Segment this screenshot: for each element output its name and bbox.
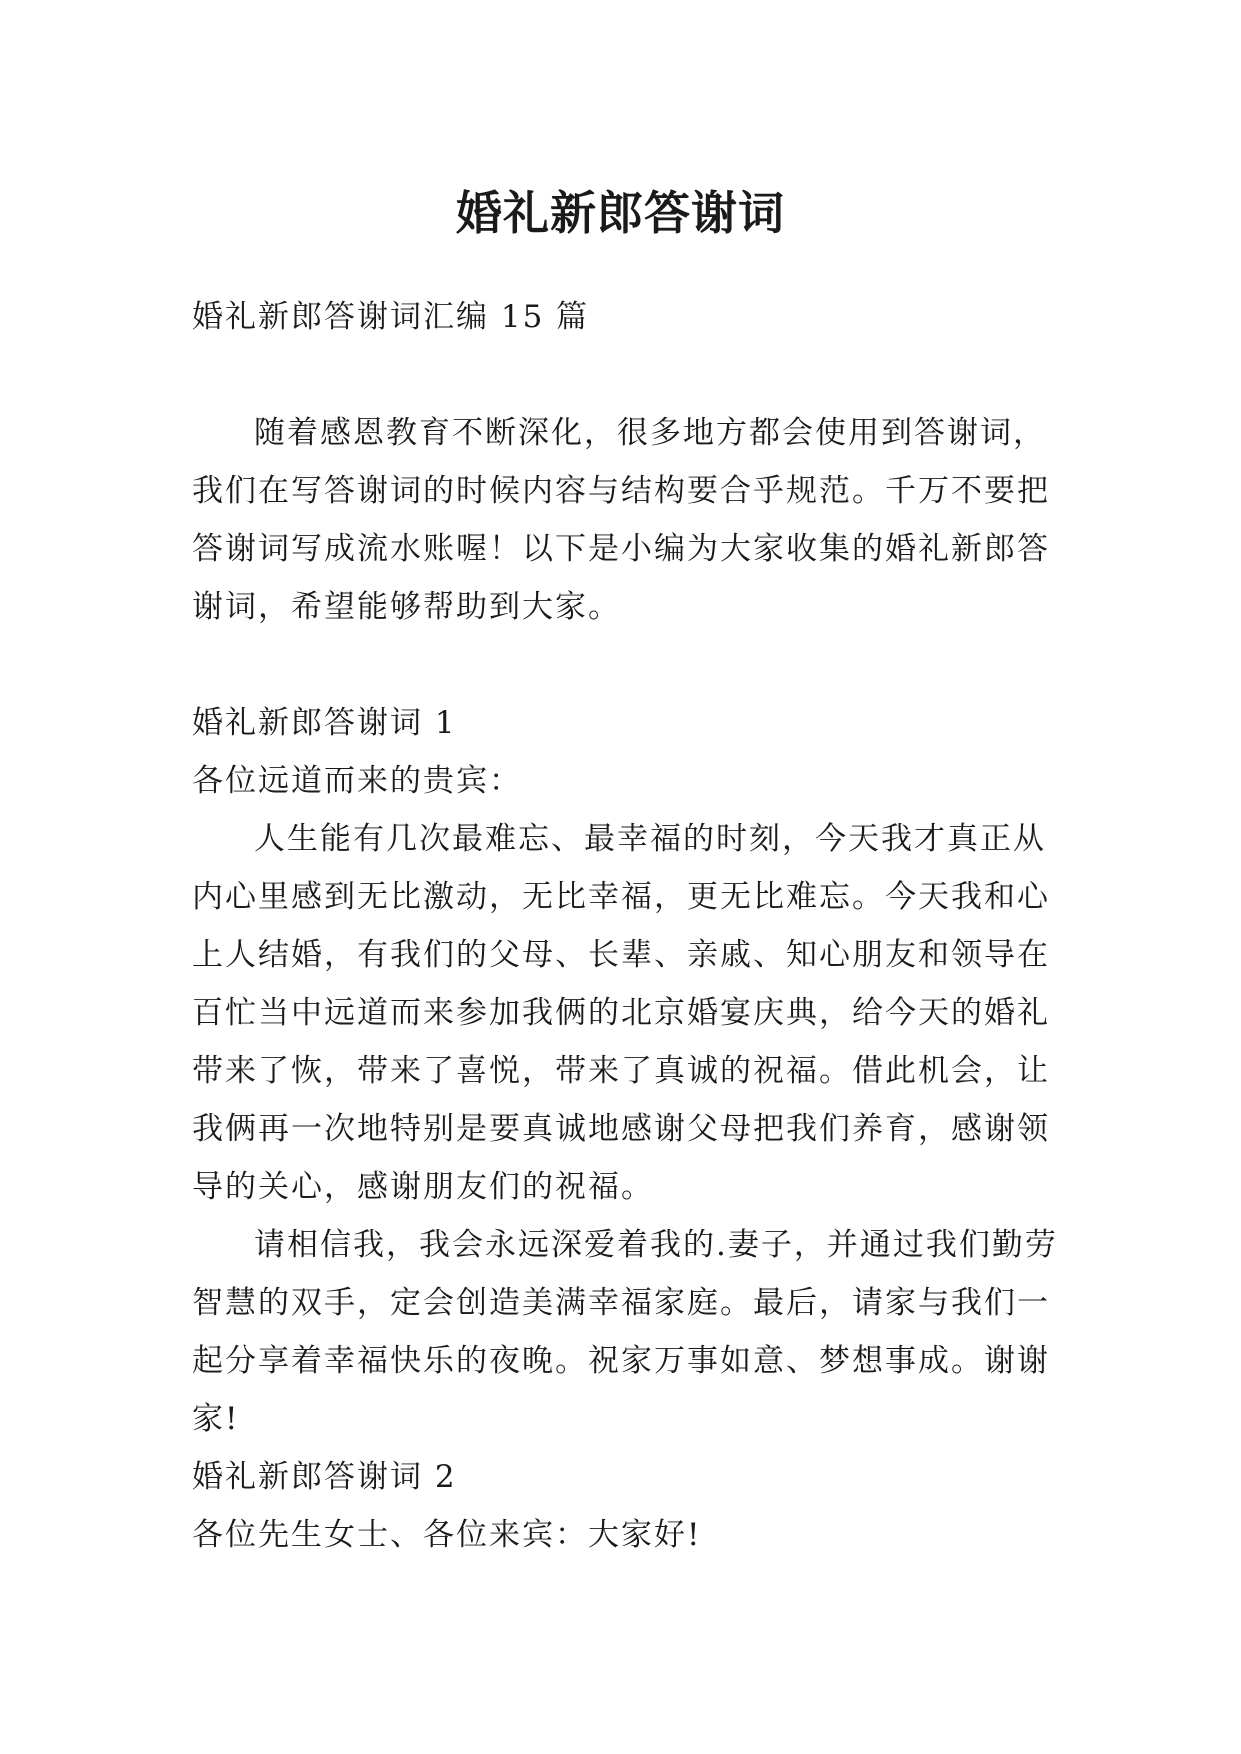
document-title: 婚礼新郎答谢词: [456, 185, 785, 240]
intro-paragraph: 随着感恩教育不断深化，很多地方都会使用到答谢词，我们在写答谢词的时候内容与结构要合乎规范。千万不要把答谢词写成流水账喔！以下是小编为大家收集的婚礼新郎答谢词，希望能够帮助到大家。: [192, 415, 1050, 625]
section-2: [192, 1448, 1062, 1564]
section-heading: 婚礼新郎答谢词 2: [192, 1459, 457, 1495]
section-1: [192, 694, 1062, 1448]
section-heading: 婚礼新郎答谢词 1: [192, 705, 457, 741]
document-body: [192, 288, 1062, 1564]
section-greeting: 各位远道而来的贵宾：: [192, 763, 522, 799]
section-greeting: 各位先生女士、各位来宾：大家好!: [192, 1517, 702, 1553]
body-paragraph: 人生能有几次最难忘、最幸福的时刻，今天我才真正从内心里感到无比激动，无比幸福，更无比难忘。今天我和心上人结婚，有我们的父母、长辈、亲戚、知心朋友和领导在百忙当中远道而来参加我俩的北京婚宴庆典，给今天的婚礼带来了恢，带来了喜悦，带来了真诚的祝福。借此机会，让我俩再一次地特别是要真诚地感谢父母把我们养育，感谢领导的关心，感谢朋友们的祝福。: [192, 821, 1050, 1205]
document-subtitle: 婚礼新郎答谢词汇编 15 篇: [192, 299, 590, 335]
body-paragraph: 请相信我，我会永远深爱着我的.妻子，并通过我们勤劳智慧的双手，定会创造美满幸福家庭。最后，请家与我们一起分享着幸福快乐的夜晚。祝家万事如意、梦想事成。谢谢家!: [192, 1227, 1058, 1437]
